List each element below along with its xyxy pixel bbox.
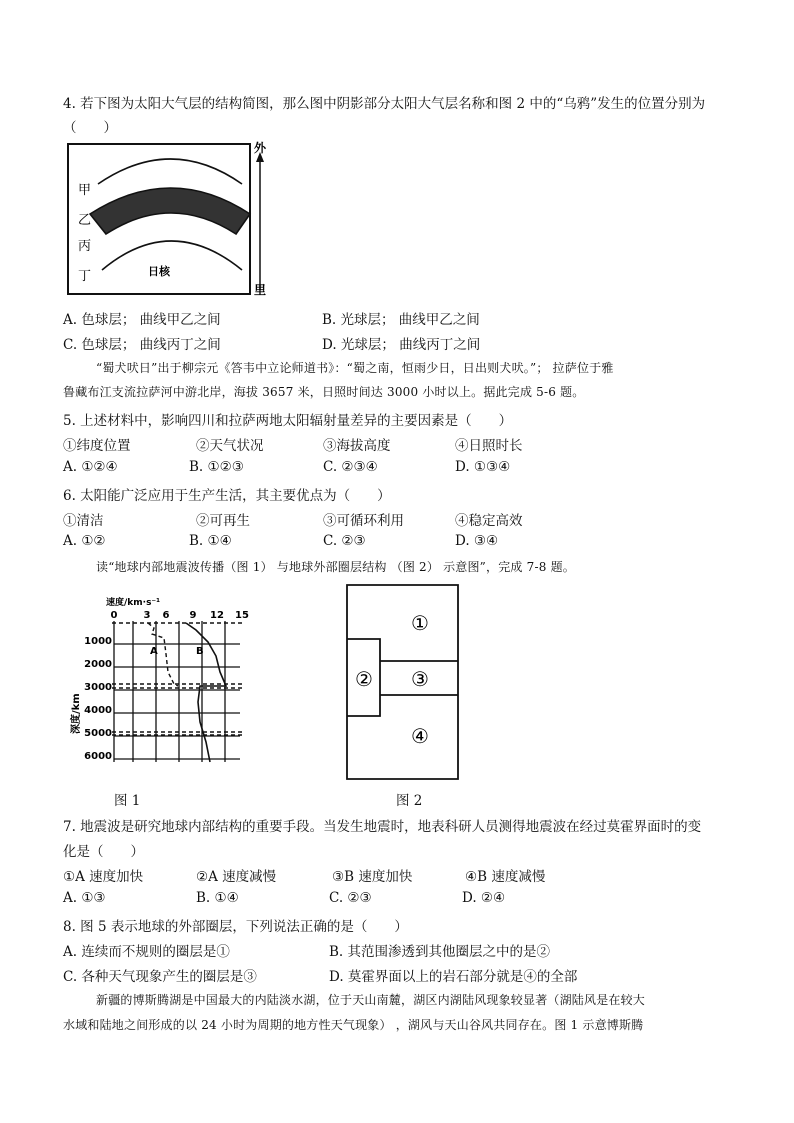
x-tick-6: 6 <box>162 610 170 621</box>
q4-option-a[interactable]: A. 色球层； 曲线甲乙之间 <box>63 312 221 328</box>
y-tick-1000: 1000 <box>84 636 112 647</box>
q5-option-d[interactable]: D. ①③④ <box>455 459 511 475</box>
q7-option-c[interactable]: C. ②③ <box>329 890 372 906</box>
y-tick-5000: 5000 <box>84 728 112 739</box>
y-tick-3000: 3000 <box>84 682 112 693</box>
q6-factor-4: ④稳定高效 <box>455 513 523 529</box>
q6-factor-2: ②可再生 <box>196 513 250 529</box>
outer-spheres-figure <box>345 583 463 783</box>
q7-factor-3: ③B 速度加快 <box>332 869 413 885</box>
q5-factor-4: ④日照时长 <box>455 438 523 454</box>
sphere-label-3: ③ <box>411 667 429 691</box>
q6-option-a[interactable]: A. ①② <box>63 533 106 549</box>
label-yi: 乙 <box>78 213 92 228</box>
wave-a-label: A <box>150 646 158 657</box>
label-jia: 甲 <box>78 183 92 198</box>
solar-atmosphere-figure <box>66 140 276 300</box>
q5-factor-2: ②天气状况 <box>196 438 264 454</box>
sphere-label-1: ① <box>411 611 429 635</box>
q6-option-c[interactable]: C. ②③ <box>323 533 366 549</box>
q7-option-a[interactable]: A. ①③ <box>63 890 106 906</box>
q7-factor-2: ②A 速度减慢 <box>196 869 277 885</box>
y-axis-title: 深度/km <box>71 693 82 734</box>
y-tick-2000: 2000 <box>84 659 112 670</box>
q5-option-b[interactable]: B. ①②③ <box>189 459 244 475</box>
q4-option-b[interactable]: B. 光球层； 曲线甲乙之间 <box>322 312 480 328</box>
label-bing: 丙 <box>78 239 92 254</box>
material-2-line: 读“地球内部地震波传播（图 1） 与地球外部圈层结构 （图 2） 示意图”，完成 7-8 题。 <box>96 560 575 574</box>
label-ding: 丁 <box>78 269 92 284</box>
x-tick-3: 3 <box>143 610 151 621</box>
label-outer: 外 <box>254 141 267 155</box>
q5-stem: 5. 上述材料中，影响四川和拉萨两地太阳辐射量差异的主要因素是（ ） <box>63 413 513 429</box>
seismic-wave-figure <box>68 592 268 782</box>
label-inner: 里 <box>254 283 267 297</box>
label-core: 日核 <box>148 265 170 278</box>
x-tick-12: 12 <box>210 610 224 621</box>
q8-option-d[interactable]: D. 莫霍界面以上的岩石部分就是④的全部 <box>329 969 578 985</box>
wave-b-label: B <box>196 646 204 657</box>
q6-option-d[interactable]: D. ③④ <box>455 533 499 549</box>
q5-option-a[interactable]: A. ①②④ <box>63 459 118 475</box>
q7-stem-line1: 7. 地震波是研究地球内部结构的重要手段。当发生地震时，地表科研人员测得地震波在经过莫霍界面时的变 <box>63 819 702 835</box>
material-1-line1: “蜀犬吠日”出于柳宗元《答韦中立论师道书》：“蜀之南，恒雨少日，日出则犬吠。”； 拉萨位于雅 <box>96 361 614 375</box>
q5-factor-3: ③海拔高度 <box>323 438 391 454</box>
q5-factor-1: ①纬度位置 <box>63 438 131 454</box>
q7-stem-line2: 化是（ ） <box>63 844 144 860</box>
y-tick-6000: 6000 <box>84 751 112 762</box>
q4-option-c[interactable]: C. 色球层； 曲线丙丁之间 <box>63 337 221 353</box>
q4-stem-line1: 4. 若下图为太阳大气层的结构简图，那么图中阴影部分太阳大气层名称和图 2 中的“乌鸦”发生的位置分别为 <box>63 96 706 112</box>
q6-stem: 6. 太阳能广泛应用于生产生活，其主要优点为（ ） <box>63 488 391 504</box>
q7-option-d[interactable]: D. ②④ <box>462 890 506 906</box>
fig1-caption: 图 1 <box>114 793 141 809</box>
q4-stem-line2: （ ） <box>63 120 117 136</box>
y-tick-4000: 4000 <box>84 705 112 716</box>
sphere-label-4: ④ <box>411 724 429 748</box>
material-3-line2: 水域和陆地之间形成的以 24 小时为周期的地方性天气现象） ，湖风与天山谷风共同存在。图 1 示意博斯腾 <box>63 1018 644 1032</box>
material-3-line1: 新疆的博斯腾湖是中国最大的内陆淡水湖，位于天山南麓，湖区内湖陆风现象较显著（湖陆风是在较大 <box>96 993 646 1007</box>
q7-factor-1: ①A 速度加快 <box>63 869 144 885</box>
q8-option-a[interactable]: A. 连续而不规则的圈层是① <box>63 944 230 960</box>
x-tick-15: 15 <box>235 610 249 621</box>
material-1-line2: 鲁藏布江支流拉萨河中游北岸，海拔 3657 米，日照时间达 3000 小时以上。据此完成 5-6 题。 <box>63 385 585 399</box>
q6-factor-1: ①清洁 <box>63 513 104 529</box>
q4-option-d[interactable]: D. 光球层； 曲线丙丁之间 <box>322 337 481 353</box>
fig2-caption: 图 2 <box>396 793 423 809</box>
q8-option-c[interactable]: C. 各种天气现象产生的圈层是③ <box>63 969 257 985</box>
sphere-label-2: ② <box>355 667 373 691</box>
x-tick-0: 0 <box>110 610 118 621</box>
q6-option-b[interactable]: B. ①④ <box>189 533 232 549</box>
q7-factor-4: ④B 速度减慢 <box>465 869 546 885</box>
q6-factor-3: ③可循环利用 <box>323 513 404 529</box>
x-axis-title: 速度/km·s⁻¹ <box>106 598 161 608</box>
q7-option-b[interactable]: B. ①④ <box>196 890 239 906</box>
q5-option-c[interactable]: C. ②③④ <box>323 459 378 475</box>
q8-stem: 8. 图 5 表示地球的外部圈层，下列说法正确的是（ ） <box>63 919 408 935</box>
x-tick-9: 9 <box>189 610 197 621</box>
q8-option-b[interactable]: B. 其范围渗透到其他圈层之中的是② <box>329 944 551 960</box>
